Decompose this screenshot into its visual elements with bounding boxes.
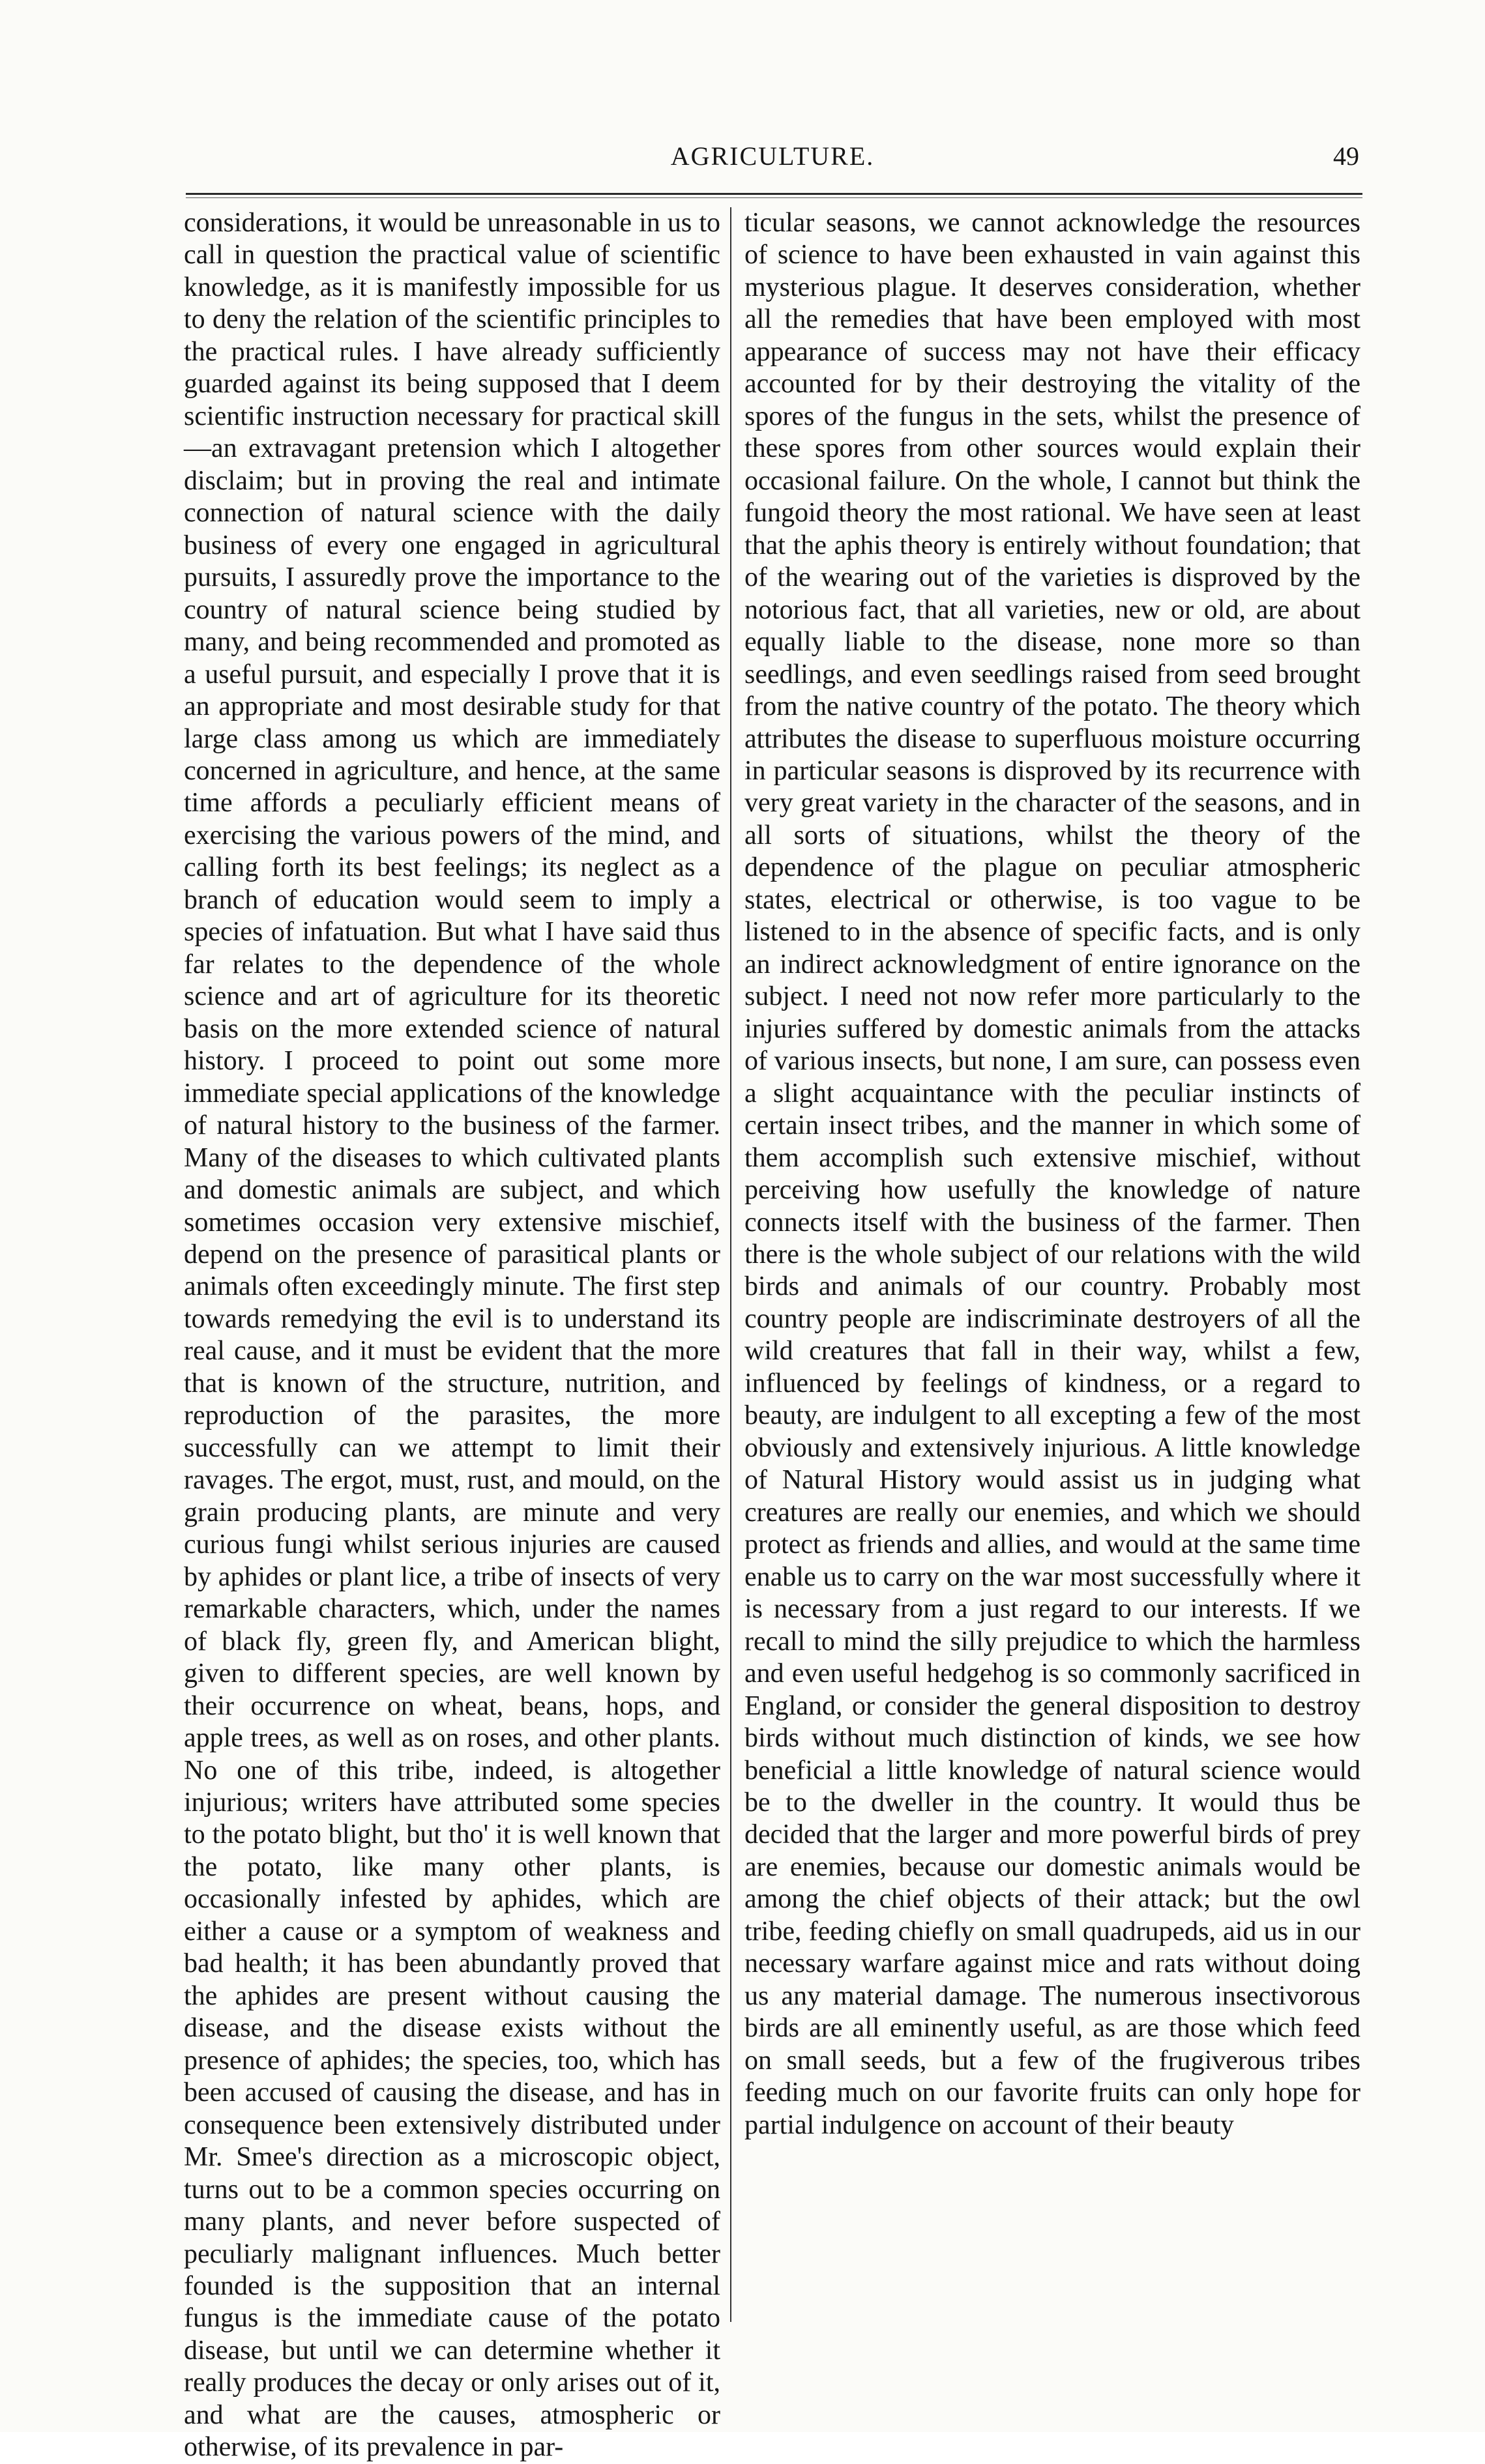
header-rule <box>186 193 1362 195</box>
text-column-right <box>744 207 1360 2322</box>
header-rule-thin <box>186 197 1362 198</box>
running-title: AGRICULTURE. <box>670 141 875 171</box>
page-number: 49 <box>1333 141 1359 171</box>
column-right-text: ticular seasons, we cannot acknowledge the resources of science to have been exhausted in vain against this mysterious plague. It deserves consideration, whether all the remedies that have been employed with most appearance of success may not have their efficacy accounted for by their destroying the vitality of the spores of the fungus in the sets, whilst the presence of these spores from other sources would explain their occasional failure. On the whole, I cannot but think the fungoid theory the most rational. We have seen at least that the aphis theory is entirely without foundation; that of the wearing out of the varieties is disproved by the notorious fact, that all varieties, new or old, are about equally liable to the disease, none more so than seedlings, and even seedlings raised from seed brought from the native country of the potato. The theory which attributes the disease to superfluous moisture occurring in particular seasons is disproved by its recurrence with very great variety in the character of the seasons, and in all sorts of situations, whilst the theory of the dependence of the plague on peculiar atmospheric states, electrical or otherwise, is too vague to be listened to in the absence of specific facts, and is only an indirect acknowledgment of entire ignorance on the subject. I need not now refer more particularly to the injuries suffered by domestic animals from the attacks of various insects, but none, I am sure, can possess even a slight acquaintance with the peculiar instincts of certain insect tribes, and the manner in which some of them accomplish such extensive mischief, without perceiving how usefully the knowledge of nature connects itself with the business of the farmer. Then there is the whole subject of our relations with the wild birds and animals of our country. Probably most country people are indiscriminate destroyers of all the wild creatures that fall in their way, whilst a few, influenced by feelings of kindness, or a regard to beauty, are indulgent to all excepting a few of the most obviously and extensively injurious. A little knowledge of Natural History would assist us in judging what creatures are really our enemies, and which we should protect as friends and allies, and would at the same time enable us to carry on the war most successfully where it is necessary from a just regard to our interests. If we recall to mind the silly prejudice to which the harmless and even useful hedgehog is so commonly sacrificed in England, or consider the general disposition to destroy birds without much distinction of kinds, we see how beneficial a little knowledge of natural science would be to the dweller in the country. It would thus be decided that the larger and more powerful birds of prey are enemies, because our domestic animals would be among the chief objects of their attack; but the owl tribe, feeding chiefly on small quadrupeds, aid us in our necessary warfare against mice and rats without doing us any material damage. The numerous insectivorous birds are all eminently useful, as are those which feed on small seeds, but a few of the frugiverous tribes feeding much on our favorite fruits can only hope for partial indulgence on account of their beauty <box>744 208 1360 2140</box>
running-head <box>186 134 1359 179</box>
column-divider <box>730 207 731 2322</box>
column-left-text: considerations, it would be unreasonable in us to call in question the practical value of scientific knowledge, as it is manifestly impossible for us to deny the relation of the scientific principles to the practical rules. I have already sufficiently guarded against its being supposed that I deem scientific instruction necessary for practical skill —an extravagant pretension which I altogether disclaim; but in proving the real and intimate connection of natural science with the daily business of every one engaged in agricultural pursuits, I assuredly prove the importance to the country of natural science being studied by many, and being recommended and promoted as a useful pursuit, and especially I prove that it is an appropriate and most desirable study for that large class among us which are immediately concerned in agriculture, and hence, at the same time affords a peculiarly efficient means of exercising the various powers of the mind, and calling forth its best feelings; its neglect as a branch of education would seem to imply a species of infatuation. But what I have said thus far relates to the dependence of the whole science and art of agriculture for its theoretic basis on the more extended science of natural history. I proceed to point out some more immediate special applications of the knowledge of natural history to the business of the farmer. Many of the diseases to which cultivated plants and domestic animals are subject, and which sometimes occasion very extensive mischief, depend on the presence of parasitical plants or animals often exceedingly minute. The first step towards remedying the evil is to understand its real cause, and it must be evident that the more that is known of the structure, nutrition, and reproduction of the parasites, the more successfully can we attempt to limit their ravages. The ergot, must, rust, and mould, on the grain producing plants, are minute and very curious fungi whilst serious injuries are caused by aphides or plant lice, a tribe of insects of very remarkable characters, which, under the names of black fly, green fly, and American blight, given to different species, are well known by their occurrence on wheat, beans, hops, and apple trees, as well as on roses, and other plants. No one of this tribe, indeed, is altogether injurious; writers have attributed some species to the potato blight, but tho' it is well known that the potato, like many other plants, is occasionally infested by aphides, which are either a cause or a symptom of weakness and bad health; it has been abundantly proved that the aphides are present without causing the disease, and the disease exists without the presence of aphides; the species, too, which has been accused of causing the disease, and has in consequence been extensively distributed under Mr. Smee's direction as a microscopic object, turns out to be a common species occurring on many plants, and never before suspected of peculiarly malignant influences. Much better founded is the supposition that an internal fungus is the immediate cause of the potato disease, but until we can determine whether it really produces the decay or only arises out of it, and what are the causes, atmospheric or otherwise, of its prevalence in par- <box>184 208 720 2463</box>
text-column-left <box>184 207 720 2463</box>
